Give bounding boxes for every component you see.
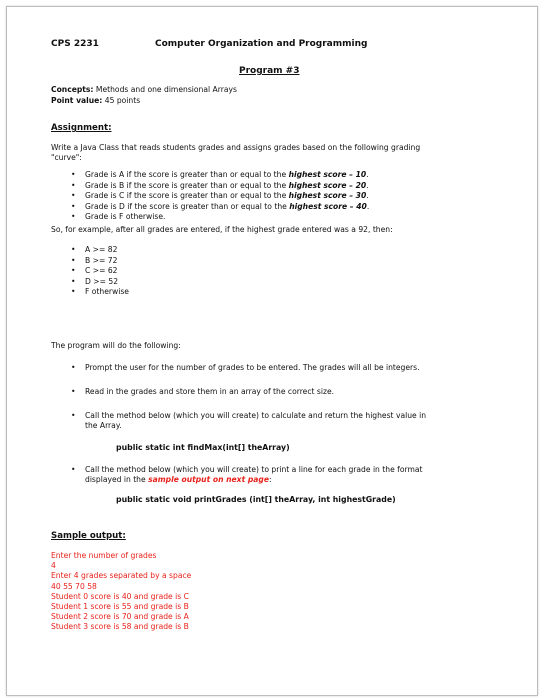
sample-output-line: Student 2 score is 70 and grade is A bbox=[51, 612, 189, 622]
step-bullet: • bbox=[71, 411, 76, 420]
sample-output-block bbox=[51, 551, 191, 633]
sample-output-line: Student 1 score is 55 and grade is B bbox=[51, 602, 189, 612]
course-title: Computer Organization and Programming bbox=[155, 39, 368, 49]
sample-output-line: Enter 4 grades separated by a space bbox=[51, 571, 192, 581]
example-grade: • B >= 72 bbox=[71, 255, 118, 265]
points-line bbox=[51, 96, 140, 106]
step-bullet: • bbox=[71, 363, 76, 372]
example-grade: • F otherwise bbox=[71, 287, 129, 297]
program-do-line: The program will do the following: bbox=[51, 341, 181, 350]
program-title: Program #3 bbox=[239, 66, 300, 76]
example-line: So, for example, after all grades are entered, if the highest grade entered was a 92, then: bbox=[51, 225, 393, 234]
curve-rules-list bbox=[71, 170, 370, 223]
curve-rule: • Grade is B if the score is greater than or equal to the highest score – 20. bbox=[71, 180, 369, 190]
example-grade: • A >= 82 bbox=[71, 245, 118, 254]
step-4-line-1: Call the method below (which you will create) to print a line for each grade in the format bbox=[85, 465, 423, 474]
sample-output-line: 40 55 70 58 bbox=[51, 581, 97, 591]
step-bullet: • bbox=[71, 387, 76, 396]
intro-line-2: "curve": bbox=[51, 153, 82, 162]
example-grade: • D >= 52 bbox=[71, 276, 119, 286]
findmax-signature: public static int findMax(int[] theArray) bbox=[116, 443, 290, 452]
concepts-line bbox=[51, 85, 237, 95]
step-bullet: • bbox=[71, 465, 76, 474]
sample-output-link-text: sample output on next page bbox=[148, 475, 269, 484]
concepts-value: Methods and one dimensional Arrays bbox=[95, 85, 237, 94]
step-3-line-1: Call the method below (which you will create) to calculate and return the highest value in bbox=[85, 411, 427, 420]
sample-output-line: Enter the number of grades bbox=[51, 551, 157, 560]
sample-output-line: Student 0 score is 40 and grade is C bbox=[51, 591, 189, 601]
sample-output-line: 4 bbox=[51, 561, 56, 571]
curve-rule: • Grade is D if the score is greater than or equal to the highest score – 40. bbox=[71, 201, 370, 211]
points-value: 45 points bbox=[104, 96, 141, 105]
intro-line-1: Write a Java Class that reads students grades and assigns grades based on the following grading bbox=[51, 143, 421, 152]
curve-rule: • Grade is C if the score is greater than or equal to the highest score – 30. bbox=[71, 191, 369, 201]
step-1: Prompt the user for the number of grades to be entered. The grades will all be integers. bbox=[85, 363, 420, 372]
example-grade: • C >= 62 bbox=[71, 266, 118, 276]
assignment-heading: Assignment: bbox=[51, 123, 112, 133]
step-3-line-2: the Array. bbox=[85, 421, 122, 430]
curve-rule: • Grade is A if the score is greater than or equal to the highest score – 10. bbox=[71, 170, 369, 179]
printgrades-signature: public static void printGrades (int[] theArray, int highestGrade) bbox=[116, 495, 396, 504]
curve-rule: • Grade is F otherwise. bbox=[71, 212, 166, 222]
document-page bbox=[6, 6, 538, 696]
sample-output-heading: Sample output: bbox=[51, 531, 126, 541]
points-label: Point value: bbox=[51, 96, 103, 105]
sample-output-line: Student 3 score is 58 and grade is B bbox=[51, 622, 189, 632]
step-2: Read in the grades and store them in an array of the correct size. bbox=[85, 387, 335, 396]
concepts-label: Concepts: bbox=[51, 85, 94, 94]
example-grades-list bbox=[71, 245, 129, 298]
step-4-line-2: displayed in the sample output on next page: bbox=[85, 475, 272, 484]
course-code: CPS 2231 bbox=[51, 39, 99, 49]
